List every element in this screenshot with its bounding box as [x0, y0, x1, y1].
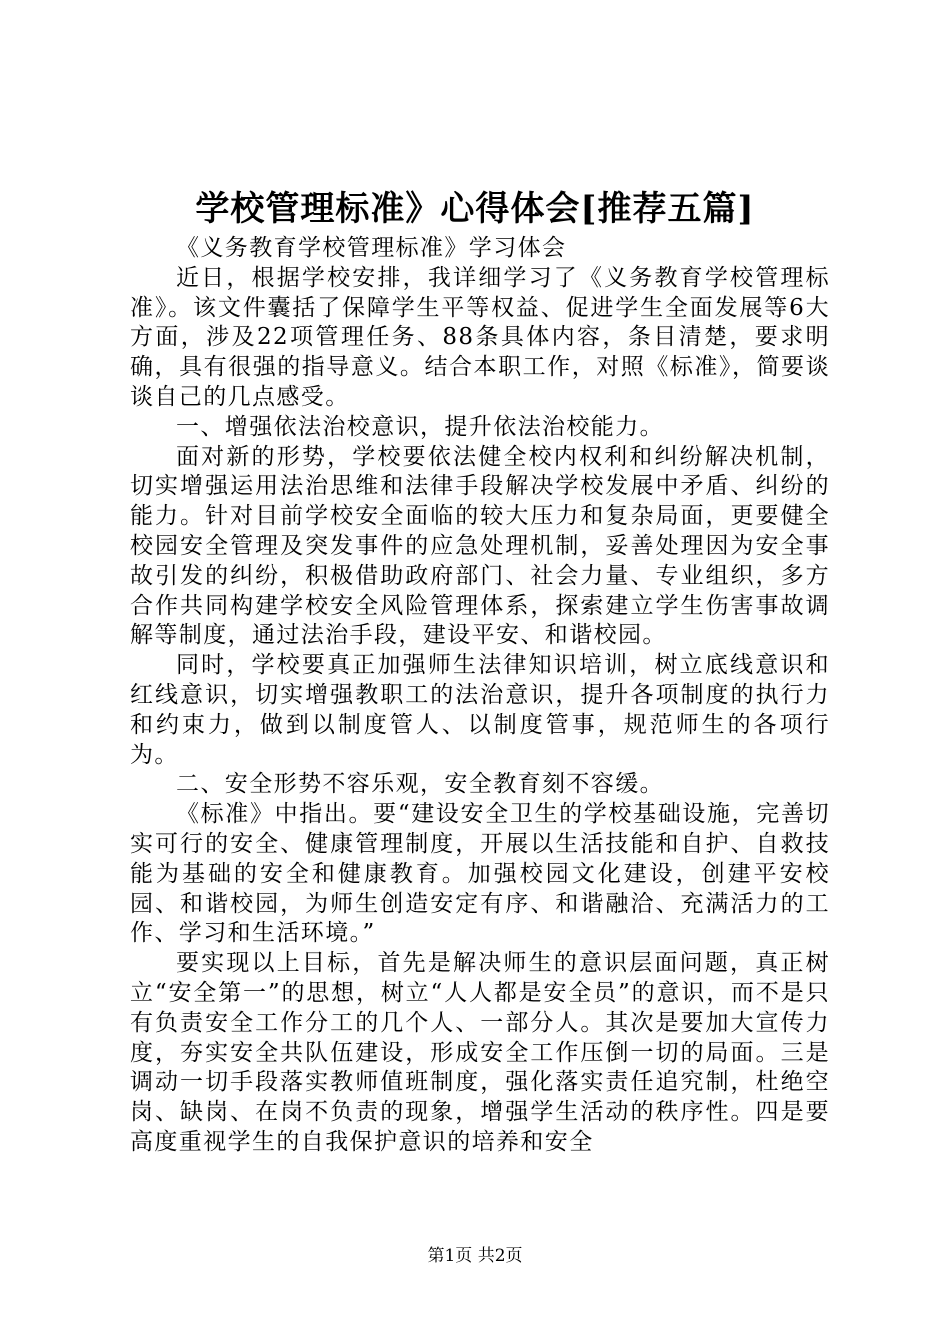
intro-paragraph: 近日，根据学校安排，我详细学习了《义务教育学校管理标准》。该文件囊括了保障学生平等权益、促进学生全面发展等6大方面，涉及22项管理任务、88条具体内容，条目清楚，要求明确，具有很强的指导意义。结合本职工作，对照《标准》，简要谈谈自己的几点感受。 — [130, 264, 830, 410]
document-title: 学校管理标准》心得体会[推荐五篇] — [195, 189, 755, 229]
body-paragraph: 面对新的形势，学校要依法健全校内权利和纠纷解决机制，切实增强运用法治思维和法律手段解决学校发展中矛盾、纠纷的能力。针对目前学校安全面临的较大压力和复杂局面，更要健全校园安全管理及突发事件的应急处理机制，妥善处理因为安全事故引发的纠纷，积极借助政府部门、社会力量、专业组织，多方合作共同构建学校安全风险管理体系，探索建立学生伤害事故调解等制度，通过法治手段，建设平安、和谐校园。 — [130, 443, 830, 649]
page-footer: 第1页 共2页 — [427, 1246, 523, 1266]
body-paragraph: 《标准》中指出。要“建设安全卫生的学校基础设施，完善切实可行的安全、健康管理制度，开展以生活技能和自护、自救技能为基础的安全和健康教育。加强校园文化建设，创建平安校园、和谐校园，为师生创造安定有序、和谐融洽、充满活力的工作、学习和生活环境。” — [130, 801, 830, 947]
body-paragraph: 同时，学校要真正加强师生法律知识培训，树立底线意识和红线意识，切实增强教职工的法治意识，提升各项制度的执行力和约束力，做到以制度管人、以制度管事，规范师生的各项行为。 — [130, 652, 830, 768]
section-heading-2: 二、安全形势不容乐观，安全教育刻不容缓。 — [176, 771, 664, 798]
subtitle-paragraph: 《义务教育学校管理标准》学习体会 — [176, 235, 567, 261]
body-paragraph: 要实现以上目标，首先是解决师生的意识层面问题，真正树立“安全第一”的思想，树立“人人都是安全员”的意识，而不是只有负责安全工作分工的几个人、一部分人。其次是要加大宣传力度，夯实安全共队伍建设，形成安全工作压倒一切的局面。三是调动一切手段落实教师值班制度，强化落实责任追究制，杜绝空岗、缺岗、在岗不负责的现象，增强学生活动的秩序性。四是要高度重视学生的自我保护意识的培养和安全 — [130, 950, 830, 1155]
document-body — [130, 234, 830, 1158]
section-heading-1: 一、增强依法治校意识，提升依法治校能力。 — [176, 413, 664, 440]
